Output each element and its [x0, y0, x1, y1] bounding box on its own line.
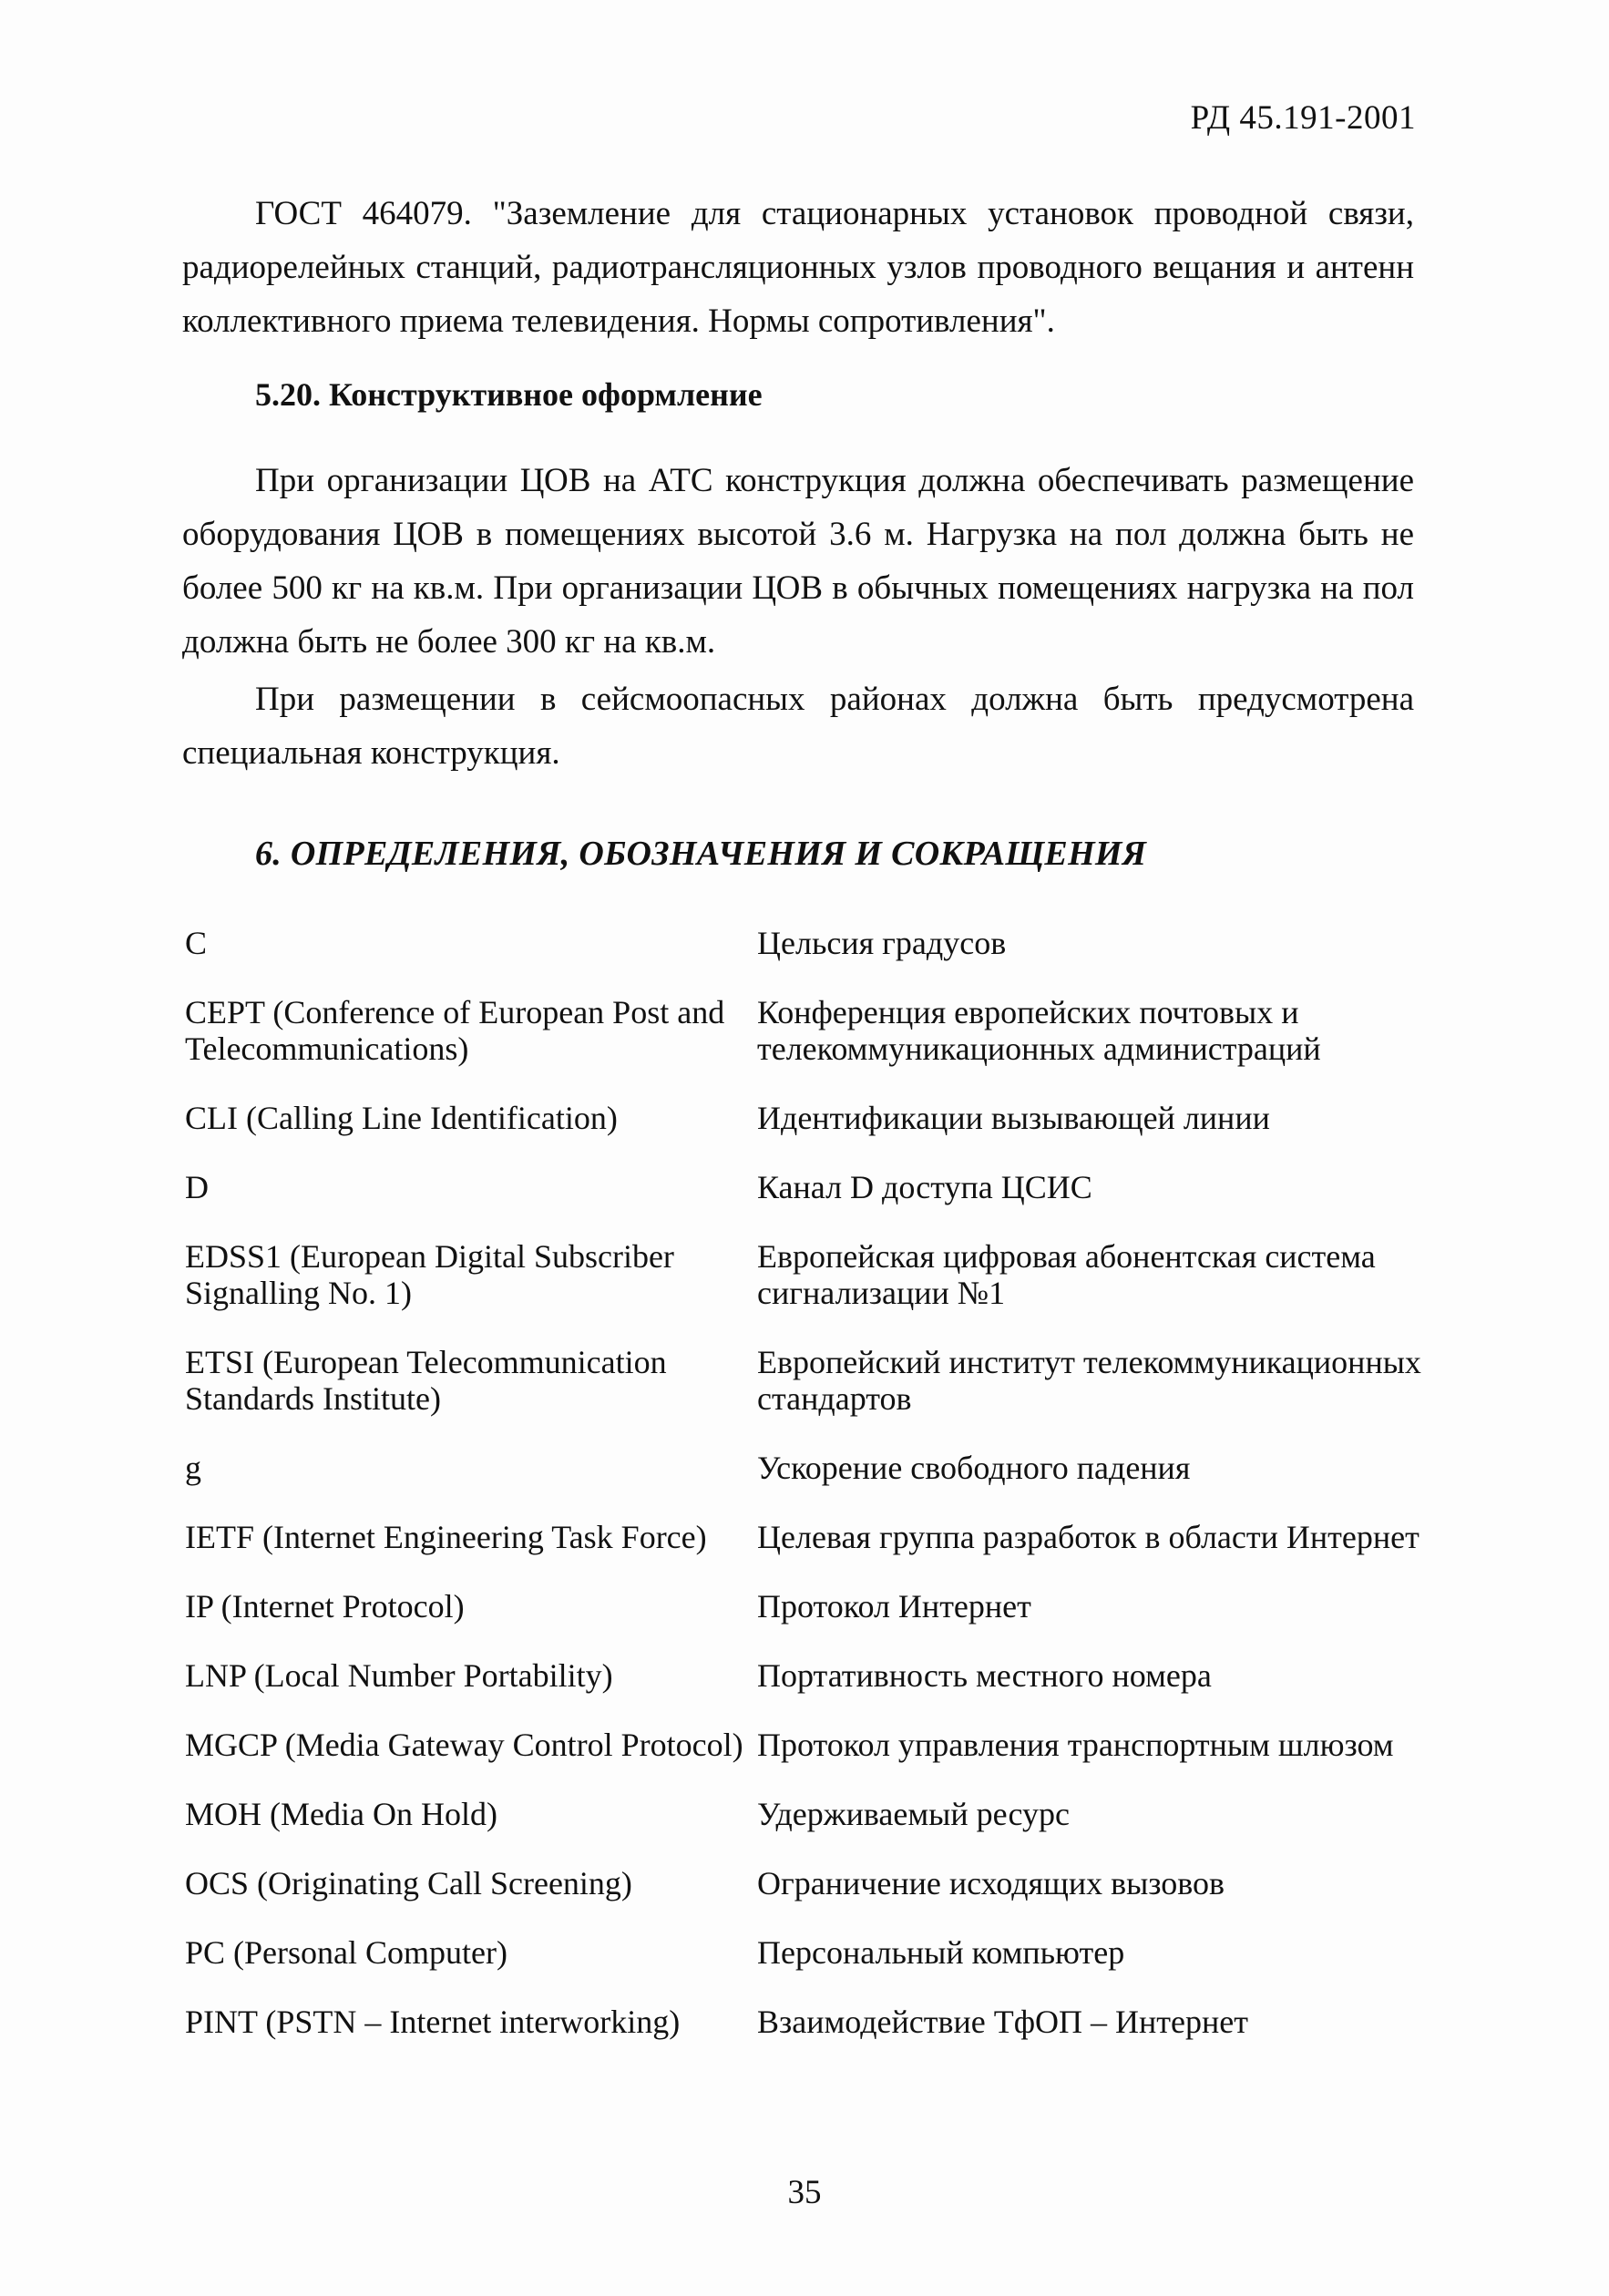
paragraph-seismic: При размещении в сейсмоопасных районах должна быть предусмотрена специальная конструкция. — [182, 681, 1414, 772]
definition-meaning: Удерживаемый ресурс — [757, 1796, 1070, 1832]
definition-term: MOH (Media On Hold) — [185, 1796, 497, 1832]
definition-row — [185, 1796, 1442, 1865]
definition-term: D — [185, 1169, 209, 1205]
definition-row — [185, 1519, 1442, 1588]
definition-term: ETSI (European Telecommunication Standards Institute) — [185, 1344, 667, 1417]
definition-term: LNP (Local Number Portability) — [185, 1657, 613, 1694]
definition-meaning: Портативность местного номера — [757, 1657, 1212, 1694]
definition-meaning: Целевая группа разработок в области Интернет — [757, 1519, 1419, 1555]
definition-meaning: Конференция европейских почтовых и телекоммуникационных администраций — [757, 994, 1321, 1067]
definition-term: CLI (Calling Line Identification) — [185, 1100, 618, 1136]
definition-term: PINT (PSTN – Internet interworking) — [185, 2004, 681, 2040]
definition-row — [185, 2004, 1442, 2073]
definition-meaning: Протокол Интернет — [757, 1588, 1031, 1625]
page-number: 35 — [787, 2174, 822, 2211]
definition-term: C — [185, 925, 208, 961]
definition-meaning: Канал D доступа ЦСИС — [757, 1169, 1092, 1205]
definitions-list — [185, 925, 1442, 2073]
definition-meaning: Персональный компьютер — [757, 1934, 1125, 1971]
definition-row — [185, 1344, 1442, 1450]
definition-row — [185, 925, 1442, 994]
definition-term: CEPT (Conference of European Post and Telecommunications) — [185, 994, 725, 1067]
definition-meaning: Ускорение свободного падения — [757, 1450, 1191, 1486]
definition-term: MGCP (Media Gateway Control Protocol) — [185, 1727, 743, 1763]
definition-row — [185, 1450, 1442, 1519]
definition-term: OCS (Originating Call Screening) — [185, 1865, 632, 1901]
definition-row — [185, 1588, 1442, 1657]
section-title: 5.20. Конструктивное оформление — [255, 376, 763, 413]
definition-row — [185, 1727, 1442, 1796]
definition-row — [185, 1169, 1442, 1238]
document-code: РД 45.191-2001 — [1190, 99, 1416, 137]
definition-meaning: Ограничение исходящих вызовов — [757, 1865, 1225, 1901]
definition-meaning: Европейский институт телекоммуникационных стандартов — [757, 1344, 1421, 1417]
definition-term: EDSS1 (European Digital Subscriber Signalling No. 1) — [185, 1238, 674, 1311]
definition-term: IP (Internet Protocol) — [185, 1588, 465, 1625]
definition-term: PC (Personal Computer) — [185, 1934, 507, 1971]
paragraph-gost-reference: ГОСТ 464079. "Заземление для стационарных установок проводной связи, радиорелейных станций, радиотрансляционных узлов проводного вещания и антенн коллективного приема телевидения. Нормы сопротивления". — [182, 195, 1414, 340]
definition-row — [185, 1865, 1442, 1934]
chapter-title: 6. ОПРЕДЕЛЕНИЯ, ОБОЗНАЧЕНИЯ И СОКРАЩЕНИЯ — [255, 835, 1147, 873]
definition-row — [185, 1238, 1442, 1344]
definition-row — [185, 994, 1442, 1100]
definition-row — [185, 1657, 1442, 1727]
definition-row — [185, 1934, 1442, 2004]
definition-meaning: Идентификации вызывающей линии — [757, 1100, 1270, 1136]
definition-term: IETF (Internet Engineering Task Force) — [185, 1519, 707, 1555]
definition-meaning: Европейская цифровая абонентская система сигнализации №1 — [757, 1238, 1376, 1311]
definition-meaning: Взаимодействие ТфОП – Интернет — [757, 2004, 1248, 2040]
definition-row — [185, 1100, 1442, 1169]
paragraph-construction: При организации ЦОВ на АТС конструкция должна обеспечивать размещение оборудования ЦОВ в помещениях высотой 3.6 м. Нагрузка на пол должна быть не более 500 кг на кв.м. При организации ЦОВ в обычных помещениях нагрузка на пол должна быть не более 300 кг на кв.м. — [182, 462, 1414, 661]
definition-meaning: Протокол управления транспортным шлюзом — [757, 1727, 1394, 1763]
definition-meaning: Цельсия градусов — [757, 925, 1007, 961]
definition-term: g — [185, 1450, 201, 1486]
